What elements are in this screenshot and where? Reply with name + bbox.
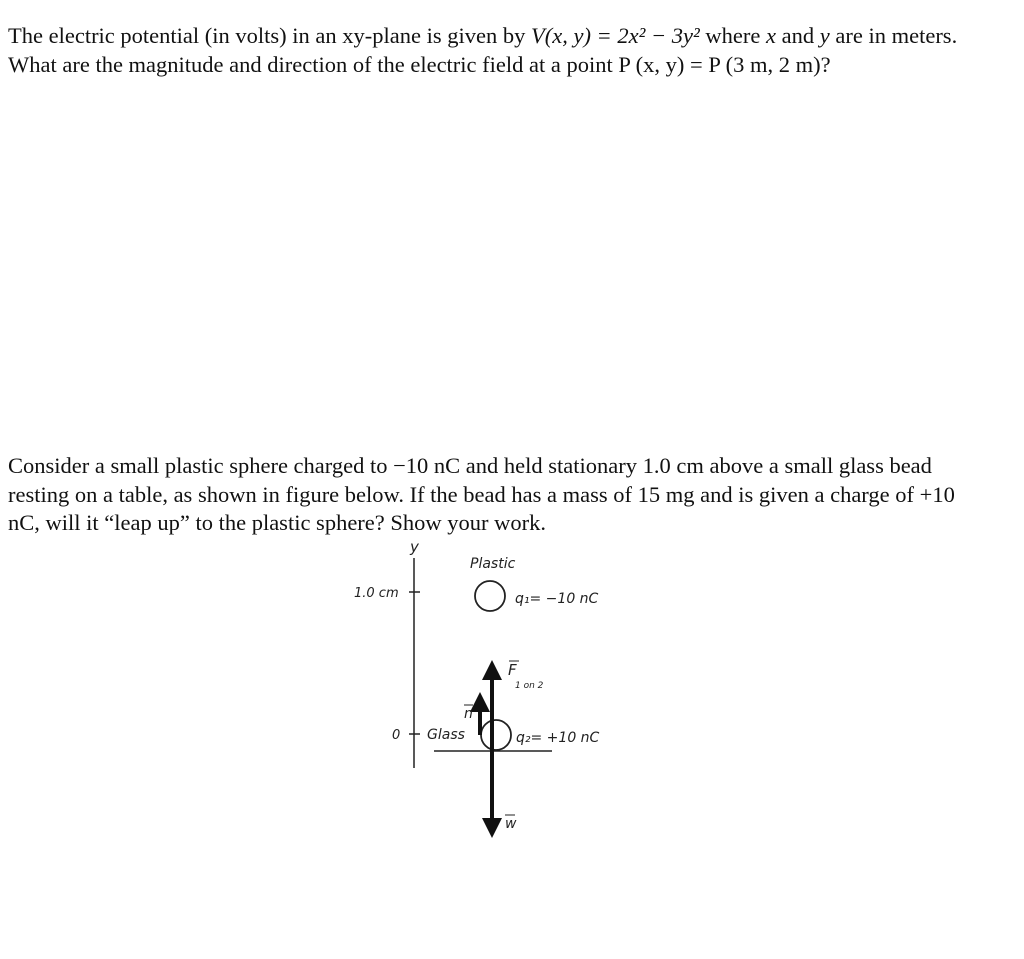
tick-top-label: 1.0 cm	[354, 586, 399, 601]
question-2-text: Consider a small plastic sphere charged to −10 nC and held stationary 1.0 cm above a small glass bead resting on a table, as shown in figure below. If the bead has a mass of 15 mg and is given a charge of +10 nC, will it “leap up” to the plastic sphere? Show your work.	[8, 453, 955, 535]
question-1-intro: The electric potential (in volts) in an xy-plane is given by	[8, 23, 531, 48]
charge-diagram	[330, 530, 650, 850]
variable-y: y	[819, 23, 830, 48]
plastic-sphere	[475, 581, 505, 611]
force-label: F	[508, 661, 517, 679]
q2-label: q₂= +10 nC	[516, 730, 600, 746]
plastic-label: Plastic	[470, 556, 516, 572]
potential-equation: V(x, y) = 2x² − 3y²	[530, 23, 700, 48]
glass-bead	[481, 720, 511, 750]
tick-bottom-label: 0	[392, 728, 401, 743]
q1-label: q₁= −10 nC	[515, 591, 599, 607]
normal-label: n	[464, 706, 473, 722]
question-1-text	[8, 22, 968, 79]
question-1-rest: are in meters. What are the magnitude and direction of the electric field at a point P (x, y) = P (3 m, 2 m)?	[8, 23, 958, 77]
y-axis-label: y	[410, 538, 419, 556]
force-subscript: 1 on 2	[515, 681, 544, 691]
variable-x: x	[766, 23, 776, 48]
question-1-and: and	[776, 23, 820, 48]
question-1-where: where	[699, 23, 766, 48]
glass-label: Glass	[427, 727, 465, 743]
weight-label: w	[505, 816, 517, 832]
